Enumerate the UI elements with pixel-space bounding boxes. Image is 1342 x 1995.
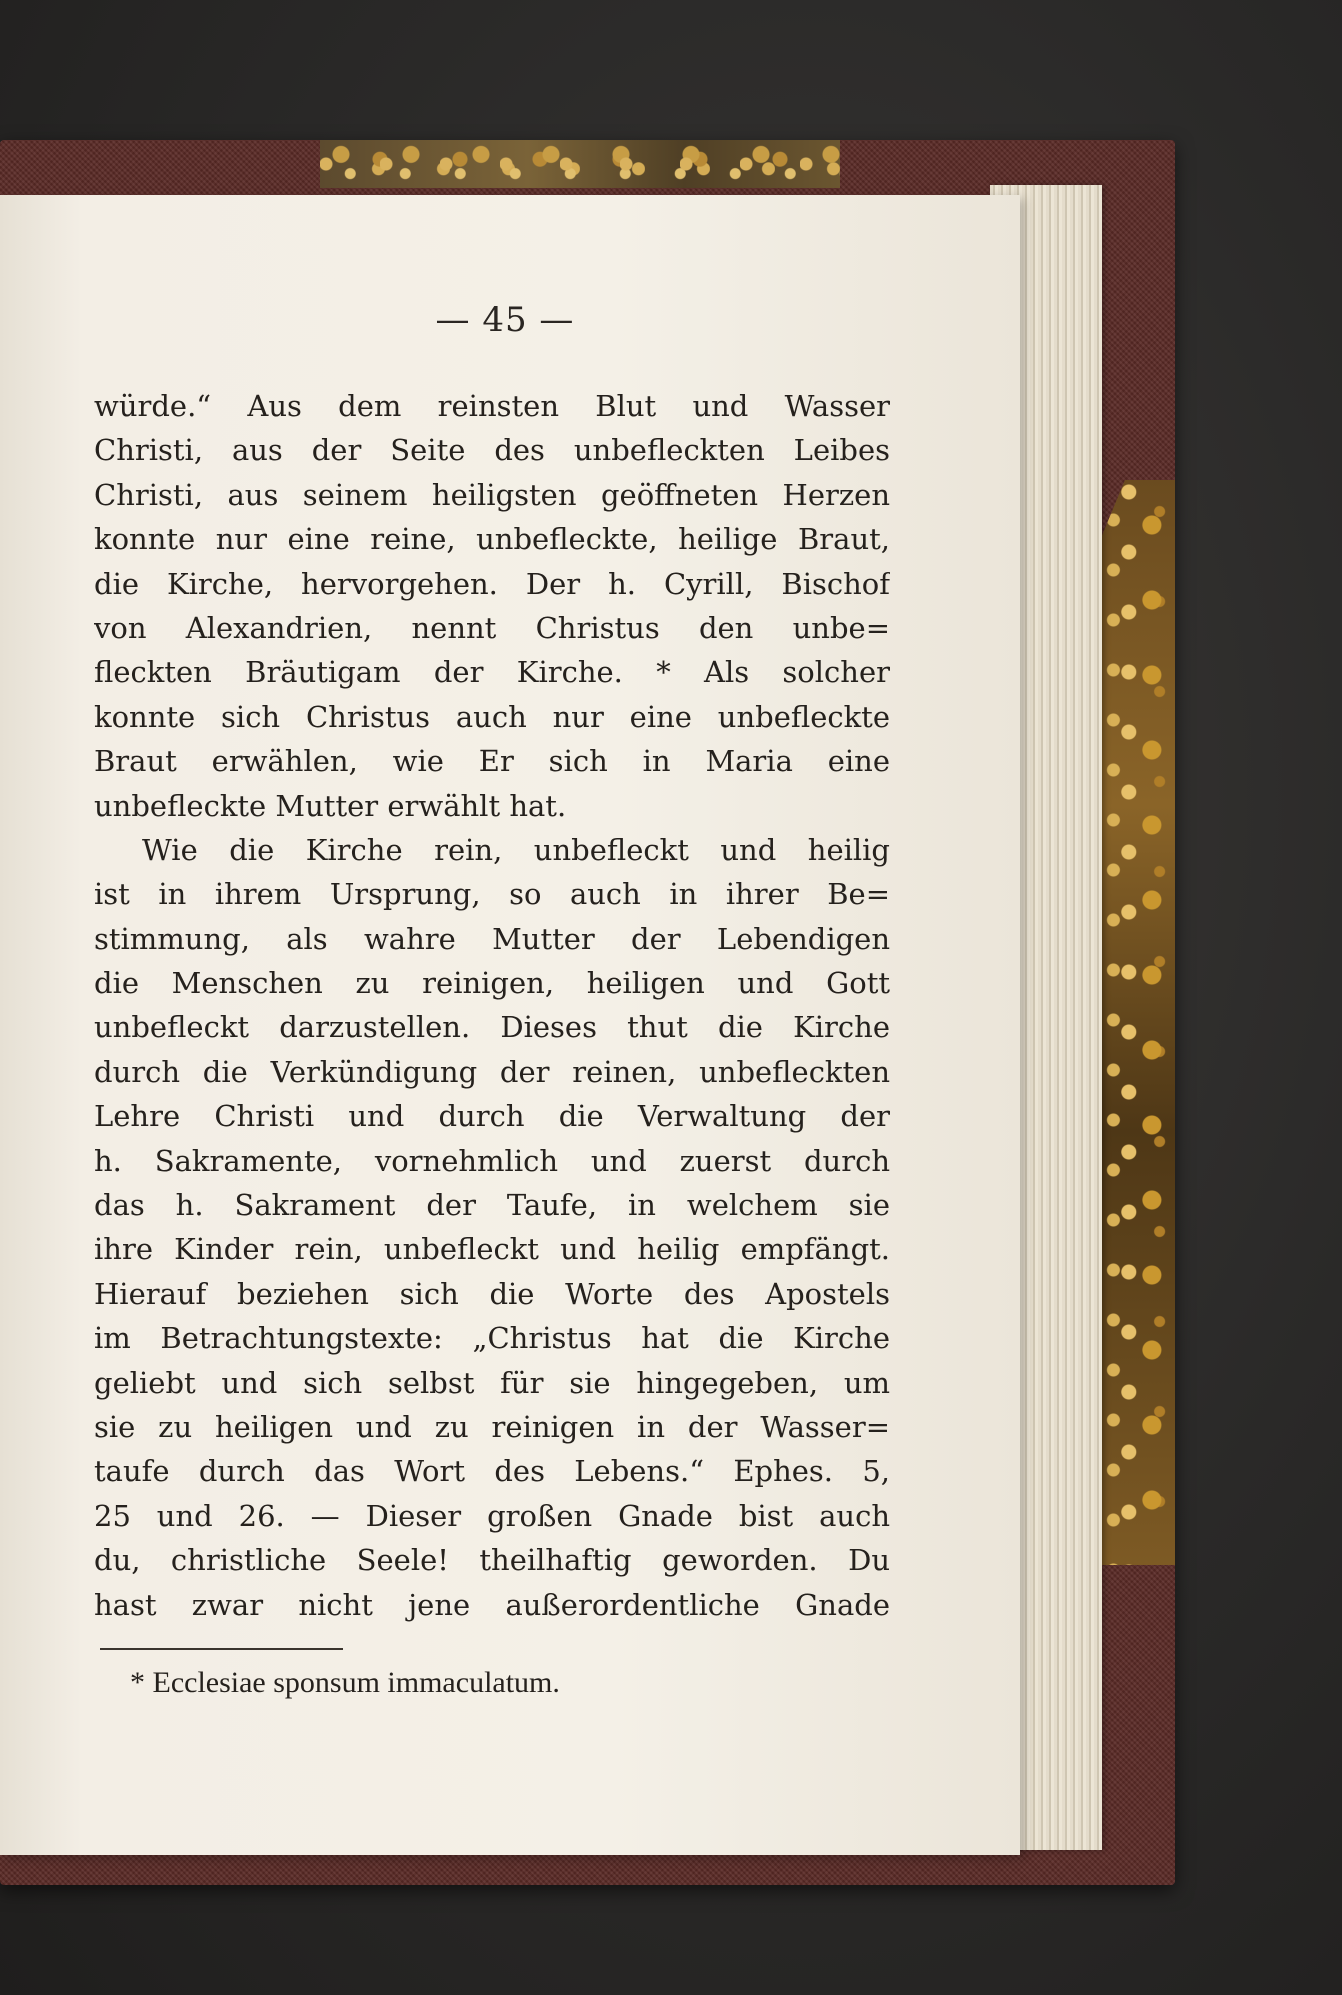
- text-line: h. Sakramente, vornehmlich und zuerst durch: [94, 1143, 890, 1178]
- text-line: fleckten Bräutigam der Kirche. * Als solcher: [94, 655, 890, 690]
- marbled-endpaper-top: [320, 140, 840, 188]
- text-line: Lehre Christi und durch die Verwaltung der: [94, 1099, 890, 1134]
- text-line: Hierauf beziehen sich die Worte des Apostels: [94, 1276, 890, 1311]
- text-line: die Menschen zu reinigen, heiligen und Gott: [94, 966, 890, 1001]
- text-line: du, christliche Seele! theilhaftig geworden. Du: [94, 1543, 890, 1578]
- text-line: konnte nur eine reine, unbefleckte, heilige Braut,: [94, 522, 890, 557]
- text-line: durch die Verkündigung der reinen, unbefleckten: [94, 1054, 890, 1089]
- marbled-endpaper-right: [1098, 480, 1175, 1565]
- page-number: — 45 —: [435, 300, 575, 340]
- text-line: Braut erwählen, wie Er sich in Maria eine: [94, 744, 890, 779]
- text-line: ist in ihrem Ursprung, so auch in ihrer Be=: [94, 877, 890, 912]
- text-line: ihre Kinder rein, unbefleckt und heilig empfängt.: [94, 1232, 890, 1267]
- footnote: * Ecclesiae sponsum immaculatum.: [130, 1666, 560, 1699]
- text-line: taufe durch das Wort des Lebens.“ Ephes. 5,: [94, 1454, 890, 1489]
- text-line: stimmung, als wahre Mutter der Lebendigen: [94, 921, 890, 956]
- text-line: im Betrachtungstexte: „Christus hat die Kirche: [94, 1321, 890, 1356]
- text-line: hast zwar nicht jene außerordentliche Gnade: [94, 1587, 890, 1622]
- text-line: würde.“ Aus dem reinsten Blut und Wasser: [94, 389, 890, 423]
- text-line: 25 und 26. — Dieser großen Gnade bist auch: [94, 1498, 890, 1533]
- footnote-rule: [100, 1648, 343, 1650]
- text-line: Christi, aus seinem heiligsten geöffneten Herzen: [94, 477, 890, 512]
- text-line: das h. Sakrament der Taufe, in welchem sie: [94, 1188, 890, 1223]
- text-line: Christi, aus der Seite des unbefleckten Leibes: [94, 433, 890, 468]
- text-line: die Kirche, hervorgehen. Der h. Cyrill, Bischof: [94, 566, 890, 601]
- text-line: von Alexandrien, nennt Christus den unbe=: [94, 610, 890, 645]
- text-line: unbefleckt darzustellen. Dieses thut die Kirche: [94, 1010, 890, 1045]
- body-text: [94, 384, 890, 1627]
- text-line: unbefleckte Mutter erwählt hat.: [94, 788, 567, 823]
- text-line: geliebt und sich selbst für sie hingegeben, um: [94, 1365, 890, 1400]
- text-line: Wie die Kirche rein, unbefleckt und heilig: [142, 832, 890, 867]
- text-line: sie zu heiligen und zu reinigen in der Wasser=: [94, 1409, 890, 1444]
- text-line: konnte sich Christus auch nur eine unbefleckte: [94, 699, 890, 734]
